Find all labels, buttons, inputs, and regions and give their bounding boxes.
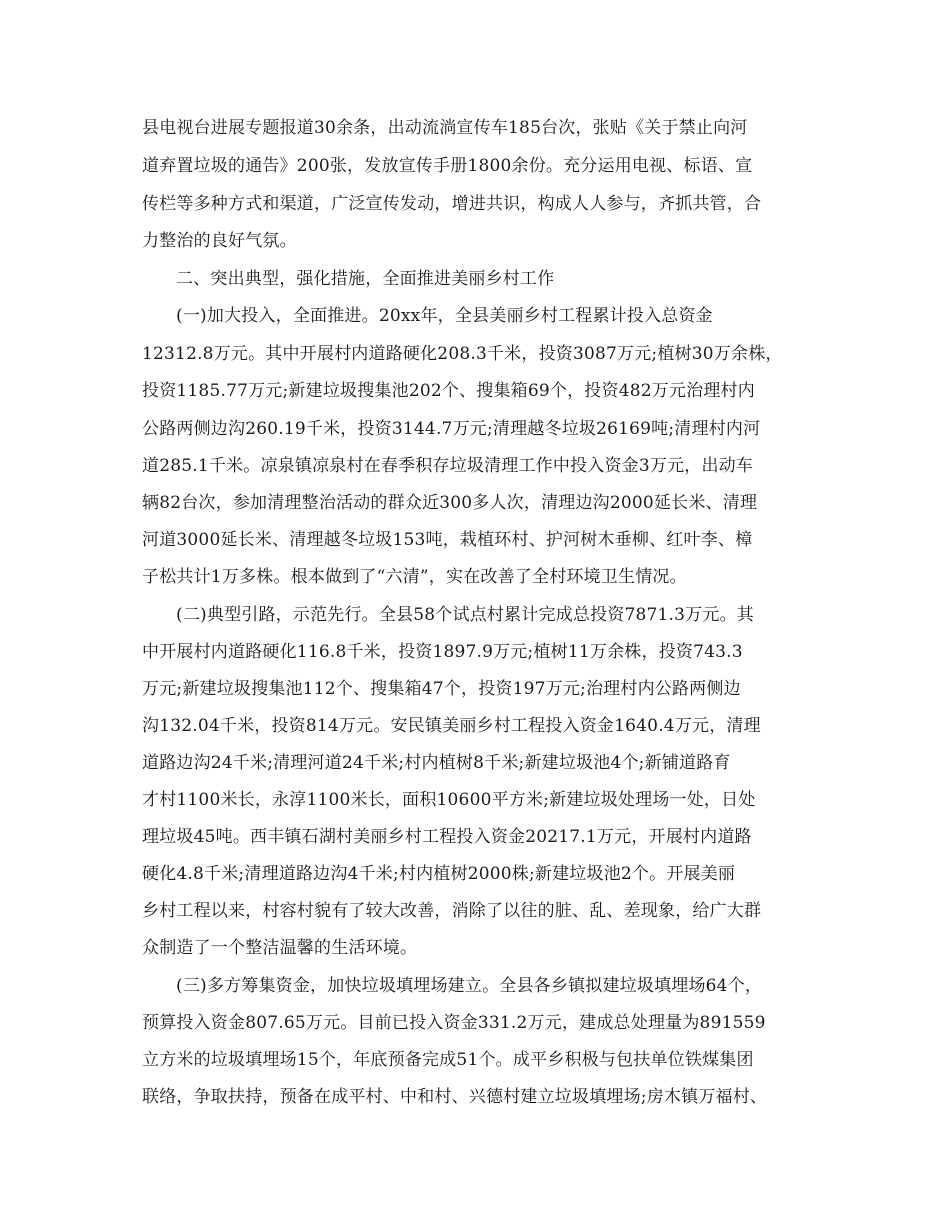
paragraph-start: (二)典型引路，示范先行。全县58个试点村累计完成总投资7871.3万元。其 <box>176 605 754 625</box>
text-line: 河道3000延长米、清理越冬垃圾153吨，栽植环村、护河树木垂柳、红叶李、樟 <box>142 530 753 550</box>
text-line: 硬化4.8千米;清理道路边沟4千米;村内植树2000株;新建垃圾池2个。开展美丽 <box>142 864 736 884</box>
text-line: 辆82台次，参加清理整治活动的群众近300多人次，清理边沟2000延长米、清理 <box>142 493 758 513</box>
text-line: 力整治的良好气氛。 <box>142 231 297 251</box>
text-line: 投资1185.77万元;新建垃圾搜集池202个、搜集箱69个，投资482万元治理村内 <box>142 381 755 401</box>
text-line: 才村1100米长，永淳1100米长，面积10600平方米;新建垃圾处理场一处，日处 <box>142 790 756 810</box>
text-line: 子松共计1万多株。根本做到了“六清”，实在改善了全村环境卫生情况。 <box>142 567 687 587</box>
paragraph-start: (三)多方筹集资金，加快垃圾填埋场建立。全县各乡镇拟建垃圾填埋场64个， <box>176 976 763 996</box>
paragraph-start: (一)加大投入，全面推进。20xx年，全县美丽乡村工程累计投入总资金 <box>176 306 713 326</box>
text-line: 县电视台进展专题报道30余条，出动流淌宣传车185台次，张贴《关于禁止向河 <box>142 118 748 138</box>
text-line: 传栏等多种方式和渠道，广泛宣传发动，增进共识，构成人人参与，齐抓共管，合 <box>142 194 762 214</box>
text-line: 联络，争取扶持，预备在成平村、中和村、兴德村建立垃圾填埋场;房木镇万福村、 <box>142 1087 768 1107</box>
text-line: 乡村工程以来，村容村貌有了较大改善，消除了以往的脏、乱、差现象，给广大群 <box>142 901 762 921</box>
text-line: 道285.1千米。凉泉镇凉泉村在春季积存垃圾清理工作中投入资金3万元，出动车 <box>142 456 754 476</box>
text-line: 众制造了一个整洁温馨的生活环境。 <box>142 938 418 958</box>
section-heading: 二、突出典型，强化措施，全面推进美丽乡村工作 <box>176 269 555 289</box>
text-line: 道路边沟24千米;清理河道24千米;村内植树8千米;新建垃圾池4个;新铺道路育 <box>142 753 731 773</box>
text-line: 预算投入资金807.65万元。目前已投入资金331.2万元，建成总处理量为891559 <box>142 1013 766 1033</box>
text-line: 中开展村内道路硬化116.8千米，投资1897.9万元;植树11万余株，投资743.3 <box>142 642 743 662</box>
text-line: 公路两侧边沟260.19千米，投资3144.7万元;清理越冬垃圾26169吨;清理村内河 <box>142 419 761 439</box>
text-line: 理垃圾45吨。西丰镇石湖村美丽乡村工程投入资金20217.1万元，开展村内道路 <box>142 827 752 847</box>
text-line: 12312.8万元。其中开展村内道路硬化208.3千米，投资3087万元;植树30万余株， <box>142 344 783 364</box>
text-line: 道弃置垃圾的通告》200张，发放宣传手册1800余份。充分运用电视、标语、宣 <box>142 156 753 176</box>
text-line: 万元;新建垃圾搜集池112个、搜集箱47个，投资197万元;治理村内公路两侧边 <box>142 679 741 699</box>
text-line: 立方米的垃圾填埋场15个，年底预备完成51个。成平乡积极与包扶单位铁煤集团 <box>142 1050 754 1070</box>
text-line: 沟132.04千米，投资814万元。安民镇美丽乡村工程投入资金1640.4万元，清理 <box>142 716 761 736</box>
